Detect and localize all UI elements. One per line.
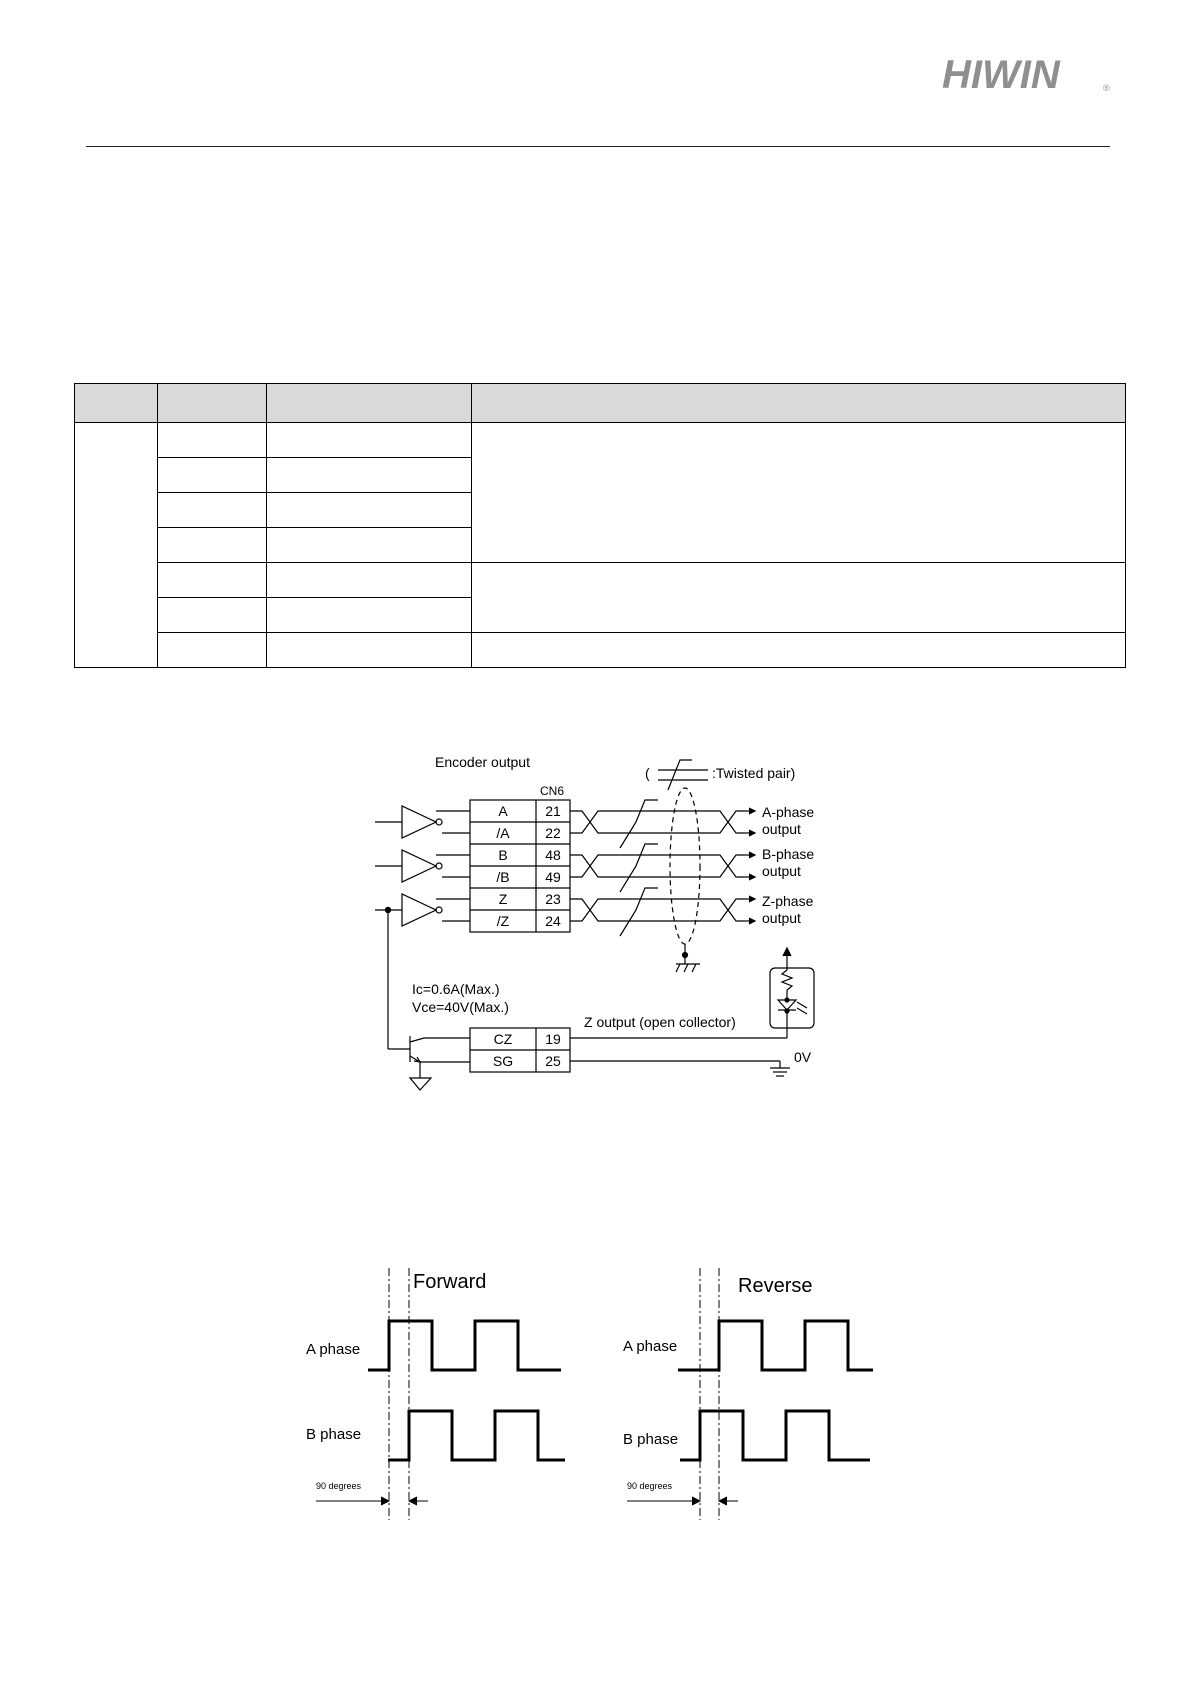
table-row	[75, 423, 1126, 458]
photocoupler-icon	[770, 948, 814, 1028]
table-header-cell	[158, 384, 267, 423]
table-cell	[267, 598, 472, 633]
pin-number: 48	[545, 847, 561, 863]
table-header-cell	[75, 384, 158, 423]
table-header-cell	[472, 384, 1126, 423]
signal-name: /B	[496, 869, 510, 885]
vce-rating-label: Vce=40V(Max.)	[412, 999, 509, 1015]
table-cell	[267, 528, 472, 563]
reverse-90-degrees-label: 90 degrees	[627, 1481, 673, 1491]
table-row	[75, 633, 1126, 668]
z-phase-output-label: output	[762, 910, 801, 926]
line-driver-z	[375, 894, 470, 1049]
forward-phase-shift-arrows	[316, 1497, 428, 1505]
twisted-pair-b	[570, 844, 755, 892]
table-cell	[158, 563, 267, 598]
forward-title: Forward	[413, 1271, 487, 1293]
signal-name: /A	[496, 825, 510, 841]
zero-volt-label: 0V	[794, 1049, 812, 1065]
table-cell	[75, 423, 158, 668]
table-cell	[158, 423, 267, 458]
signal-name: Z	[498, 891, 508, 907]
table-cell	[267, 458, 472, 493]
table-cell	[472, 563, 1126, 633]
reverse-phase-shift-arrows	[627, 1497, 738, 1505]
forward-timing	[306, 1268, 565, 1520]
line-driver-a	[375, 806, 470, 838]
registered-mark: ®	[1103, 83, 1110, 93]
table-cell	[472, 423, 1126, 563]
reverse-b-phase-waveform	[680, 1411, 870, 1460]
signal-name: B	[498, 847, 508, 863]
cable-shield	[670, 788, 700, 972]
b-phase-output-label: B-phase	[762, 846, 815, 862]
legend-text: :Twisted pair)	[712, 765, 796, 781]
table-header-row	[75, 384, 1126, 423]
twisted-pair-legend-symbol	[658, 760, 708, 790]
forward-a-phase-label: A phase	[306, 1341, 361, 1358]
pin-number: 21	[545, 803, 561, 819]
pin-number: 24	[545, 913, 561, 929]
reverse-a-phase-waveform	[678, 1321, 873, 1370]
pin-number: 25	[545, 1053, 561, 1069]
reverse-title: Reverse	[738, 1275, 813, 1297]
pin-number: 19	[545, 1031, 561, 1047]
signal-table	[74, 383, 1126, 668]
encoder-wiring-diagram	[370, 745, 830, 1105]
b-phase-output-label: output	[762, 863, 801, 879]
table-cell	[158, 633, 267, 668]
reverse-a-phase-label: A phase	[623, 1338, 678, 1355]
twisted-pair-a	[570, 800, 755, 848]
forward-b-phase-label: B phase	[306, 1426, 362, 1443]
connector-label: CN6	[540, 784, 565, 798]
signal-name: /Z	[496, 913, 510, 929]
signal-name: A	[498, 803, 508, 819]
signal-name: CZ	[493, 1031, 513, 1047]
ic-rating-label: Ic=0.6A(Max.)	[412, 981, 500, 997]
signal-name: SG	[492, 1053, 514, 1069]
twisted-pair-z	[570, 888, 755, 936]
encoder-timing-diagram	[300, 1263, 900, 1528]
hiwin-logo	[940, 50, 1115, 96]
table-cell	[158, 528, 267, 563]
table-cell	[472, 633, 1126, 668]
table-cell	[158, 458, 267, 493]
forward-a-phase-waveform	[368, 1321, 561, 1370]
header-rule	[86, 146, 1110, 147]
a-phase-output-label: output	[762, 821, 801, 837]
diagram-title: Encoder output	[435, 754, 530, 770]
line-driver-b	[375, 850, 470, 882]
reverse-b-phase-label: B phase	[623, 1431, 679, 1448]
pin-number: 49	[545, 869, 561, 885]
z-phase-output-label: Z-phase	[762, 893, 814, 909]
forward-b-phase-waveform	[388, 1411, 565, 1460]
z-output-label: Z output (open collector)	[584, 1014, 736, 1030]
reverse-timing	[623, 1268, 873, 1520]
table-header-cell	[267, 384, 472, 423]
a-phase-output-label: A-phase	[762, 804, 815, 820]
table-cell	[267, 423, 472, 458]
legend-paren: (	[645, 765, 650, 781]
forward-90-degrees-label: 90 degrees	[316, 1481, 362, 1491]
pin-number: 23	[545, 891, 561, 907]
table-row	[75, 563, 1126, 598]
table-cell	[267, 493, 472, 528]
open-collector-transistor	[410, 1036, 470, 1090]
pin-number: 22	[545, 825, 561, 841]
table-cell	[267, 633, 472, 668]
table-cell	[158, 598, 267, 633]
table-cell	[267, 563, 472, 598]
table-cell	[158, 493, 267, 528]
brand-name: HIWIN	[942, 53, 1060, 96]
